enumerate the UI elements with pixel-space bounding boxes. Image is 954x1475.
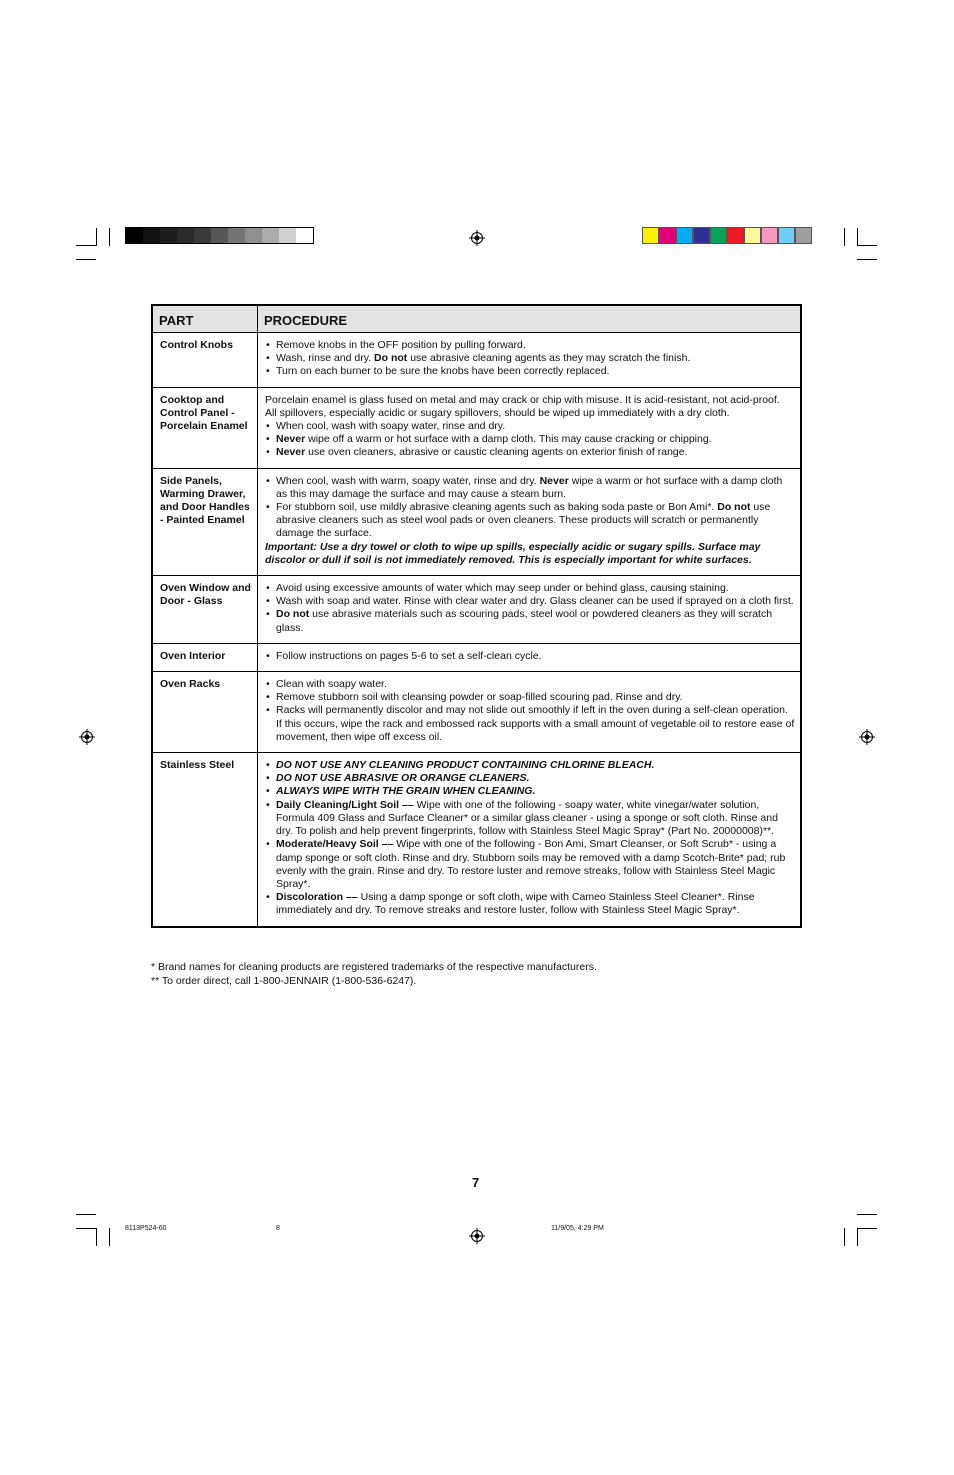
crop-mark [76,1228,96,1229]
color-swatch [642,227,659,244]
table-header-row [152,305,801,333]
crop-mark [844,1228,845,1246]
procedure-item [265,772,795,785]
procedure-list [265,678,795,744]
slug-sheet-number: 8 [276,1225,280,1232]
color-swatch [727,227,744,244]
table-row [152,468,801,575]
table-row [152,672,801,753]
procedure-column-header: PROCEDURE [258,305,802,333]
procedure-text: Wipe with one of the following - soapy water, white vinegar/water solution, Formula 409 Glass and Surface Cleaner* or a similar glass cleaner - using a sponge or soft cloth. Rinse and dry. To polish and help prevent fingerprints, follow with Stainless Steel Magic Spray* (Part No. 20000008)**. [276,798,778,838]
emphasis-text: Never [276,446,306,459]
procedure-list [265,475,795,541]
crop-mark [857,1228,877,1229]
table-row [152,333,801,388]
procedure-text: Remove knobs in the OFF position by pulling forward. [276,339,526,351]
procedure-item [265,838,795,891]
procedure-text: Racks will permanently discolor and may not slide out smoothly if left in the oven during a self-clean operation. If this occurs, wipe the rack and embossed rack supports with a small amount of vegetable oil to restore ease of movement, then wipe off excess oil. [276,704,795,743]
gray-swatch [177,228,194,243]
part-name: Oven Interior [152,643,258,671]
gray-swatch [194,228,211,243]
procedure-text: Remove stubborn soil with cleansing powder or soap-filled scouring pad. Rinse and dry. [276,691,683,704]
registration-target-icon [469,1228,485,1244]
procedure-item [265,595,795,608]
procedure-text: Wash, rinse and dry. [276,352,375,365]
crop-mark [109,228,110,246]
page-number: 7 [472,1175,480,1190]
gray-swatch [211,228,228,243]
gray-swatch [126,228,143,243]
procedure-item [265,891,795,917]
emphasis-text: Never [276,433,306,446]
procedure-text: Avoid using excessive amounts of water which may seep under or behind glass, causing staining. [276,582,729,595]
procedure-item [265,650,795,663]
procedure-text: use abrasive materials such as scouring pads, steel wool or powdered cleaners as they will scratch glass. [276,608,773,634]
emphasis-text: Discoloration –– [276,891,358,904]
gray-swatch [296,228,313,243]
procedure-text: wipe off a warm or hot surface with a damp cloth. This may cause cracking or chipping. [305,433,712,446]
color-swatch [659,227,676,244]
emphasis-text: ALWAYS WIPE WITH THE GRAIN WHEN CLEANING. [276,785,536,798]
procedure-item [265,420,795,433]
color-swatch [693,227,710,244]
emphasis-text: Do not [374,352,408,365]
color-swatch [676,227,693,244]
crop-mark [96,228,97,246]
slug-job-code: 8113P524-60 [125,1225,167,1232]
procedure-paragraph: Porcelain enamel is glass fused on metal and may crack or chip with misuse. It is acid-resistant, not acid-proof. [265,393,780,406]
crop-mark [844,228,845,246]
table-row [152,576,801,644]
procedure-item [265,691,795,704]
procedure-text: Using a damp sponge or soft cloth, wipe with Cameo Stainless Steel Cleaner*. Rinse immediately and dry. To remove streaks and restore luster, follow with Stainless Steel Magic Spray*. [276,891,755,917]
procedure-list [265,420,795,460]
procedure-text: use abrasive cleaning agents as they may scratch the finish. [407,352,691,365]
cleaning-procedures-table [151,304,802,928]
procedure-list [265,582,795,635]
procedure-list [265,339,795,379]
registration-target-icon [859,729,875,745]
table-body [152,333,801,927]
procedure-cell [258,387,802,468]
procedure-list [265,650,795,663]
part-name: Oven Window and Door - Glass [152,576,258,644]
crop-mark [76,1214,96,1215]
procedure-text: When cool, wash with soapy water, rinse and dry. [276,420,506,433]
emphasis-text: Never [539,474,569,487]
color-swatch [761,227,778,244]
gray-swatch [279,228,296,243]
gray-swatch [245,228,262,243]
emphasis-text: Moderate/Heavy Soil –– [276,838,394,851]
procedure-item [265,799,795,839]
procedure-text: For stubborn soil, use mildly abrasive cleaning agents such as baking soda paste or Bon Ami*. [276,501,718,514]
registration-target-icon [469,230,485,246]
part-name: Oven Racks [152,672,258,753]
grayscale-color-bar [125,227,314,244]
gray-swatch [160,228,177,243]
procedure-cell [258,643,802,671]
color-swatch [778,227,795,244]
crop-mark [76,259,96,260]
procedure-item [265,475,795,501]
part-name: Side Panels, Warming Drawer, and Door Handles - Painted Enamel [152,468,258,575]
crop-mark [109,1228,110,1246]
procedure-item [265,433,795,446]
crop-mark [76,245,96,246]
procedure-text: use oven cleaners, abrasive or caustic cleaning agents on exterior finish of range. [305,446,688,459]
procedure-text: wipe a warm or hot surface with a damp cloth as this may damage the surface and may cause a steam burn. [276,474,783,500]
procedure-item [265,759,795,772]
table-row [152,643,801,671]
crop-mark [857,1214,877,1215]
procedure-text: Turn on each burner to be sure the knobs have been correctly replaced. [276,365,610,378]
procedure-cell [258,576,802,644]
process-color-bar [642,227,812,244]
procedure-item [265,678,795,691]
footnote-order: ** To order direct, call 1-800-JENNAIR (1-800-536-6247). [151,975,417,987]
table-row [152,753,801,927]
gray-swatch [262,228,279,243]
procedure-text: When cool, wash with warm, soapy water, rinse and dry. [276,474,540,487]
procedure-text: use abrasive cleaners such as steel wool pads or oven cleaners. These products will scratch or permanently damage the surface. [276,501,771,540]
procedure-cell [258,753,802,927]
gray-swatch [228,228,245,243]
procedure-item [265,365,795,378]
important-note: Important: Use a dry towel or cloth to wipe up spills, especially acidic or sugary spills. Surface may discolor or dull if soil is not immediately removed. This is especially important for white surfaces. [265,540,761,566]
procedure-text: Clean with soapy water. [276,678,387,691]
procedure-cell [258,468,802,575]
procedure-item [265,608,795,634]
emphasis-text: DO NOT USE ANY CLEANING PRODUCT CONTAINING CHLORINE BLEACH. [276,759,655,772]
procedure-item [265,352,795,365]
procedure-item [265,582,795,595]
procedure-text: Wipe with one of the following - Bon Ami, Smart Cleanser, or Soft Scrub* - using a damp sponge or soft cloth. Rinse and dry. Stubborn soils may be removed with a damp Scotch-Brite* pad; rub evenly with the grain. Rinse and dry. To restore luster and remove streaks, follow with Stainless Steel Magic Spray*. [276,838,786,890]
part-name: Cooktop and Control Panel - Porcelain Enamel [152,387,258,468]
crop-mark [857,245,877,246]
emphasis-text: DO NOT USE ABRASIVE OR ORANGE CLEANERS. [276,772,530,785]
part-name: Control Knobs [152,333,258,388]
emphasis-text: Do not [717,501,751,514]
procedure-text: Follow instructions on pages 5-6 to set a self-clean cycle. [276,649,542,662]
procedure-cell [258,672,802,753]
registration-target-icon [79,729,95,745]
footnote-trademark: * Brand names for cleaning products are registered trademarks of the respective manufacturers. [151,961,597,973]
slug-datetime: 11/9/05, 4:29 PM [551,1225,604,1232]
color-swatch [744,227,761,244]
procedure-text: Wash with soap and water. Rinse with clear water and dry. Glass cleaner can be used if sprayed on a cloth first. [276,595,794,608]
part-column-header: PART [152,305,258,333]
procedure-item [265,339,795,352]
procedure-item [265,501,795,541]
procedure-list [265,759,795,917]
procedure-cell [258,333,802,388]
table-row [152,387,801,468]
crop-mark [857,228,858,246]
procedure-item [265,446,795,459]
emphasis-text: Do not [276,608,310,621]
crop-mark [96,1228,97,1246]
procedure-item [265,704,795,744]
procedure-item [265,785,795,798]
crop-mark [857,259,877,260]
gray-swatch [143,228,160,243]
crop-mark [857,1228,858,1246]
part-name: Stainless Steel [152,753,258,927]
color-swatch [710,227,727,244]
emphasis-text: Daily Cleaning/Light Soil –– [276,798,414,811]
procedure-paragraph: All spillovers, especially acidic or sugary spillovers, should be wiped up immediately with a dry cloth. [265,406,730,419]
color-swatch [795,227,812,244]
